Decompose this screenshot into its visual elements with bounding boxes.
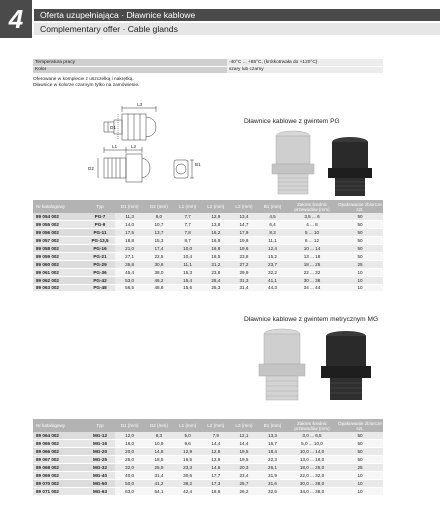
diagram-label-l2: L2 [131,144,137,149]
table-cell: 14,8 [144,448,173,456]
catalog-number-cell: 89 063 002 [33,284,85,292]
table-cell: 48,8 [144,284,173,292]
column-header: Nr katalogowy [33,419,85,432]
table-cell: 10,0 ... 14,0 [287,448,337,456]
table-cell: 50 [337,432,383,440]
catalog-number-cell: 89 054 002 [33,213,85,221]
table-cell: 18,8 [115,237,144,245]
column-header: D2 (mm) [144,200,173,213]
catalog-number-cell: 89 060 002 [33,260,85,268]
table-row [33,471,383,479]
table-cell: 31,6 [258,479,287,487]
table-row [33,221,383,229]
table-cell: 23,4 [230,471,258,479]
table-row [33,479,383,487]
table-cell: 50 [337,456,383,464]
catalog-number-cell: 89 058 002 [33,245,85,253]
table-cell: 7,9 [202,432,230,440]
table-cell: 10,9 [144,440,173,448]
table-cell: 30,6 [174,471,202,479]
table-cell: 50 [337,237,383,245]
table-cell: 44,3 [258,284,287,292]
table-cell: 10 [337,487,383,495]
table-row [33,284,383,292]
table-cell: 10 [337,471,383,479]
table-cell: 15,3 [174,268,202,276]
table-cell: 14,4 [230,440,258,448]
table-cell: 19,5 [230,456,258,464]
table-cell: 22,0 ... 32,0 [287,471,337,479]
grey-gland-image [259,329,305,400]
property-row [33,59,383,66]
table-cell: 8,3 [144,432,173,440]
note-line: Dławnice w kolorze czarnym tylko na zamówienie. [33,83,140,88]
note-line: Oferowane w komplecie z uszczelką i nakrętką. [33,77,134,82]
catalog-number-cell: 89 061 002 [33,268,85,276]
table-row [33,432,383,440]
table-cell: 42,4 [174,487,202,495]
table-cell: 40,0 [115,471,144,479]
column-header: Zakres średnic przewodów (mm) [287,419,337,432]
type-cell: PG-29 [85,260,115,268]
property-key: Kolor [33,66,227,73]
table-cell: 53,0 [115,276,144,284]
table-cell: 20,0 [115,448,144,456]
table-cell: 12,8 [202,448,230,456]
property-key: Temperatura pracy [33,59,227,66]
table-cell: 18,5 [144,456,173,464]
diagram-label-d2: D2 [88,166,94,171]
table-cell: 10 ... 14 [287,245,337,253]
table-row [33,487,383,495]
column-header: Typ [85,200,115,213]
catalog-number-cell: 89 064 002 [33,432,85,440]
catalog-number-cell: 89 068 002 [33,464,85,472]
table-cell: 23,8 [202,268,230,276]
table-cell: 5,0 ... 10,0 [287,440,337,448]
table-row [33,252,383,260]
table-cell: 15,4 [174,276,202,284]
table-cell: 18,4 [258,448,287,456]
table-cell: 5 ... 10 [287,229,337,237]
table-row [33,276,383,284]
table-cell: 45,4 [115,268,144,276]
table-cell: 28,4 [202,276,230,284]
table-cell: 17,4 [144,245,173,253]
table-cell: 10 [337,268,383,276]
table-cell: 12,0 [115,432,144,440]
column-header: L2 (mm) [202,200,230,213]
table-cell: 22,3 [258,456,287,464]
grey-gland-image [272,131,314,194]
type-cell: MG-40 [85,471,115,479]
table-cell: 10,7 [144,221,173,229]
mg-section-title: Dławnice kablowe z gwintem metrycznym MG [244,316,379,323]
table-row [33,213,383,221]
table-cell: 25 [337,260,383,268]
table-cell: 50 [337,440,383,448]
catalog-number-cell: 89 071 002 [33,487,85,495]
table-cell: 25,3 [202,284,230,292]
column-header: D1 (mm) [115,419,144,432]
table-cell: 35,8 [115,260,144,268]
table-cell: 13 ... 18 [287,252,337,260]
type-cell: PG-13,5 [85,237,115,245]
page-subtitle: Complementary offer · Cable glands [34,23,440,35]
properties-table [33,59,383,74]
table-cell: 41,1 [258,276,287,284]
table-cell: 15,6 [174,284,202,292]
table-cell: 31,4 [230,284,258,292]
table-cell: 50 [337,252,383,260]
table-row [33,440,383,448]
catalog-number-cell: 89 065 002 [33,440,85,448]
dimension-diagram [84,100,214,192]
table-cell: 30 ... 38 [287,276,337,284]
table-cell: 10 [337,284,383,292]
table-cell: 13,9 [202,456,230,464]
table-cell: 46,2 [144,276,173,284]
column-header: L2 (mm) [202,419,230,432]
table-cell: 5,0 [174,432,202,440]
table-cell: 50 [337,213,383,221]
table-cell: 41,2 [144,479,173,487]
diagram-label-b1: B1 [195,162,201,167]
table-cell: 14,6 [202,464,230,472]
table-cell: 8,0 [144,213,173,221]
table-cell: 14,0 [115,221,144,229]
pg-gland-photo [258,128,388,200]
table-cell: 31,3 [230,276,258,284]
column-header: L3 (mm) [230,200,258,213]
column-header: B1 (mm) [258,419,287,432]
table-cell: 26,1 [258,464,287,472]
diagram-label-l3: L3 [137,102,143,107]
table-cell: 32,6 [258,487,287,495]
table-cell: 20,3 [230,464,258,472]
table-cell: 13,0 ... 18,0 [287,456,337,464]
table-cell: 25 [337,464,383,472]
table-row [33,464,383,472]
column-header: Opakowanie zbiorcze szt. [338,420,382,431]
notes [33,77,139,89]
column-header: B1 (mm) [258,200,287,213]
table-cell: 23,3 [174,464,202,472]
table-cell: 31,4 [144,471,173,479]
column-header: Opakowanie zbiorcze szt. [338,201,382,212]
table-row [33,456,383,464]
table-header-row [33,200,383,213]
table-cell: 32,2 [258,268,287,276]
table-cell: 10,0 [174,245,202,253]
table-cell: 16,2 [202,229,230,237]
table-cell: 13,8 [202,221,230,229]
type-cell: MG-32 [85,464,115,472]
table-cell: 30,6 [144,260,173,268]
table-cell: 18,5 [202,252,230,260]
type-cell: PG-7 [85,213,115,221]
table-cell: 25,9 [144,464,173,472]
column-header: L1 (mm) [174,200,202,213]
table-cell: 4 ... 8 [287,221,337,229]
table-cell: 50,0 [115,479,144,487]
table-cell: 16,7 [258,440,287,448]
table-cell: 11,1 [258,237,287,245]
table-cell: 26,2 [230,487,258,495]
type-cell: PG-9 [85,221,115,229]
diagram-label-d1: D1 [110,125,116,130]
table-cell: 7,7 [174,221,202,229]
type-cell: PG-42 [85,276,115,284]
table-cell: 18 ... 25 [287,260,337,268]
catalog-number-cell: 89 067 002 [33,456,85,464]
table-cell: 13,4 [230,213,258,221]
table-cell: 12,9 [202,213,230,221]
table-cell: 50 [337,229,383,237]
table-cell: 12,1 [230,432,258,440]
table-cell: 10 [337,479,383,487]
type-cell: MG-12 [85,432,115,440]
table-cell: 21,0 [115,245,144,253]
table-cell: 17,3 [202,479,230,487]
type-cell: PG-36 [85,268,115,276]
table-cell: 13,7 [144,229,173,237]
black-gland-image [321,331,371,400]
table-cell: 31,9 [258,471,287,479]
column-header: Nr katalogowy [33,200,85,213]
table-row [33,229,383,237]
table-cell: 15,2 [258,252,287,260]
table-cell: 14,7 [230,221,258,229]
catalog-number-cell: 89 066 002 [33,448,85,456]
catalog-number-cell: 89 056 002 [33,229,85,237]
table-cell: 38,2 [174,479,202,487]
table-cell: 17,7 [202,471,230,479]
table-cell: 12,9 [174,448,202,456]
table-cell: 34 ... 44 [287,284,337,292]
table-cell: 19,6 [230,245,258,253]
black-gland-image [328,137,372,196]
type-cell: PG-11 [85,229,115,237]
table-cell: 22 ... 32 [287,268,337,276]
table-cell: 34,0 ... 38,0 [287,487,337,495]
type-cell: MG-20 [85,448,115,456]
table-cell: 3,0 ... 6,5 [287,432,337,440]
mg-table-body [33,432,383,495]
table-cell: 18,0 ... 25,0 [287,464,337,472]
table-cell: 50 [337,448,383,456]
pg-section-title: Dławnice kablowe z gwintem PG [244,118,340,125]
pg-spec-table [33,200,383,292]
property-row [33,66,383,73]
table-cell: 18,6 [202,487,230,495]
column-header: Typ [85,419,115,432]
table-cell: 29,9 [230,268,258,276]
table-cell: 16,5 [174,456,202,464]
table-row [33,260,383,268]
table-cell: 11,1 [174,260,202,268]
table-cell: 27,1 [115,252,144,260]
table-cell: 8,3 [258,229,287,237]
table-cell: 3,5 ... 6 [287,213,337,221]
table-cell: 19,8 [230,237,258,245]
table-cell: 25,7 [230,479,258,487]
mg-spec-table [33,419,383,496]
table-cell: 21,2 [202,260,230,268]
page-number-badge: 4 [0,0,32,38]
table-cell: 22,5 [144,252,173,260]
table-cell: 19,5 [230,448,258,456]
type-cell: PG-21 [85,252,115,260]
column-header: Zakres średnic przewodów (mm) [287,200,337,213]
table-cell: 13,3 [258,432,287,440]
column-header: D2 (mm) [144,419,173,432]
table-cell: 7,8 [174,229,202,237]
column-header: L3 (mm) [230,419,258,432]
type-cell: PG-16 [85,245,115,253]
table-row [33,237,383,245]
table-cell: 63,0 [115,487,144,495]
table-cell: 23,8 [230,252,258,260]
type-cell: MG-63 [85,487,115,495]
table-cell: 25,0 [115,456,144,464]
table-row [33,448,383,456]
column-header: L1 (mm) [174,419,202,432]
catalog-number-cell: 89 057 002 [33,237,85,245]
table-header-row [33,419,383,432]
catalog-number-cell: 89 062 002 [33,276,85,284]
table-cell: 16,9 [202,237,230,245]
table-cell: 14,4 [202,440,230,448]
table-cell: 54,1 [144,487,173,495]
type-cell: MG-16 [85,440,115,448]
diagram-label-l1: L1 [112,144,118,149]
catalog-number-cell: 89 069 002 [33,471,85,479]
table-cell: 12,4 [258,245,287,253]
table-cell: 7,7 [174,213,202,221]
property-value: -40°C ... +85°C, (krótkotrwała do +120°C) [227,59,383,66]
page-title: Oferta uzupełniająca · Dławnice kablowe [34,9,440,21]
table-cell: 50 [337,221,383,229]
pg-table-body [33,213,383,292]
table-cell: 17,9 [230,229,258,237]
table-row [33,268,383,276]
table-cell: 16,0 [115,440,144,448]
type-cell: PG-48 [85,284,115,292]
table-cell: 32,0 [115,464,144,472]
table-cell: 38,0 [144,268,173,276]
table-cell: 4,5 [258,213,287,221]
mg-gland-photo [246,326,386,406]
table-cell: 17,5 [115,229,144,237]
table-row [33,245,383,253]
table-cell: 10 [337,276,383,284]
type-cell: MG-25 [85,456,115,464]
table-cell: 6 ... 12 [287,237,337,245]
table-cell: 16,8 [202,245,230,253]
column-header: D1 (mm) [115,200,144,213]
table-cell: 8,7 [174,237,202,245]
table-cell: 50 [337,245,383,253]
property-value: szary lub czarny [227,66,383,73]
table-cell: 15,3 [144,237,173,245]
table-cell: 30,0 ... 38,0 [287,479,337,487]
catalog-number-cell: 89 055 002 [33,221,85,229]
table-cell: 23,7 [258,260,287,268]
table-cell: 9,6 [174,440,202,448]
catalog-number-cell: 89 059 002 [33,252,85,260]
table-cell: 56,5 [115,284,144,292]
table-cell: 6,4 [258,221,287,229]
table-cell: 27,2 [230,260,258,268]
type-cell: MG-50 [85,479,115,487]
catalog-number-cell: 89 070 002 [33,479,85,487]
table-cell: 10,4 [174,252,202,260]
table-cell: 11,3 [115,213,144,221]
